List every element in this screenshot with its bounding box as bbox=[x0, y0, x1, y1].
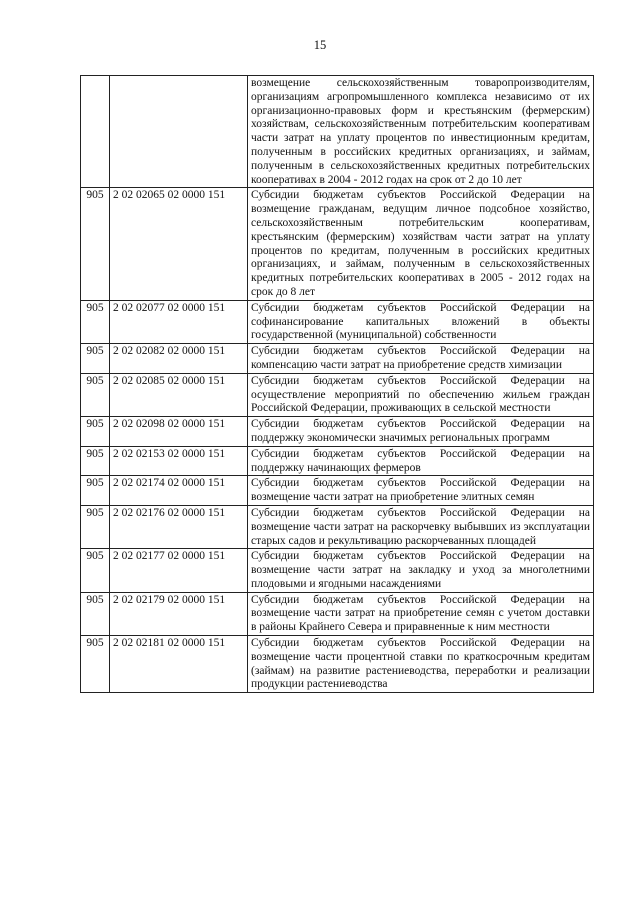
page-number: 15 bbox=[313, 38, 327, 52]
description-cell: Субсидии бюджетам субъектов Российской Федерации на возмещение части затрат на закладку и уход за многолетними плодовыми и ягодными насаждениями bbox=[248, 549, 594, 592]
admin-code-cell: 905 bbox=[81, 476, 110, 506]
table-row bbox=[81, 476, 594, 506]
table-row bbox=[81, 592, 594, 635]
admin-code-cell: 905 bbox=[81, 344, 110, 374]
description-cell: Субсидии бюджетам субъектов Российской Федерации на поддержку экономически значимых региональных программ bbox=[248, 417, 594, 447]
table-row bbox=[81, 76, 594, 188]
kbk-code-cell bbox=[110, 76, 248, 188]
table-row bbox=[81, 446, 594, 476]
table-row bbox=[81, 549, 594, 592]
kbk-code-cell: 2 02 02176 02 0000 151 bbox=[110, 505, 248, 548]
admin-code-cell: 905 bbox=[81, 446, 110, 476]
description-cell: Субсидии бюджетам субъектов Российской Федерации на возмещение части затрат на раскорчевку выбывших из эксплуатации старых садов и рекультивацию раскорчеванных площадей bbox=[248, 505, 594, 548]
description-cell: Субсидии бюджетам субъектов Российской Федерации на возмещение части затрат на приобретение семян с учетом доставки в районы Крайнего Севера и приравненные к ним местности bbox=[248, 592, 594, 635]
admin-code-cell: 905 bbox=[81, 592, 110, 635]
kbk-code-cell: 2 02 02065 02 0000 151 bbox=[110, 188, 248, 300]
description-cell: Субсидии бюджетам субъектов Российской Федерации на поддержку начинающих фермеров bbox=[248, 446, 594, 476]
description-cell: Субсидии бюджетам субъектов Российской Федерации на компенсацию части затрат на приобретение средств химизации bbox=[248, 344, 594, 374]
table-row bbox=[81, 417, 594, 447]
kbk-code-cell: 2 02 02181 02 0000 151 bbox=[110, 636, 248, 693]
description-cell: Субсидии бюджетам субъектов Российской Федерации на осуществление мероприятий по обеспечению жильем граждан Российской Федерации, проживающих в сельской местности bbox=[248, 373, 594, 416]
table-row bbox=[81, 505, 594, 548]
kbk-code-cell: 2 02 02085 02 0000 151 bbox=[110, 373, 248, 416]
description-cell: Субсидии бюджетам субъектов Российской Федерации на возмещение гражданам, ведущим личное подсобное хозяйство, сельскохозяйственным потребительским кооперативам, крестьянским (фермерским) хозяйствам части затрат на уплату процентов по кредитам, полученным в российских кредитных организациях, и займам, полученным в сельскохозяйственных кредитных потребительских кооперативах в 2005 - 2012 годах на срок до 8 лет bbox=[248, 188, 594, 300]
admin-code-cell: 905 bbox=[81, 417, 110, 447]
admin-code-cell: 905 bbox=[81, 636, 110, 693]
admin-code-cell: 905 bbox=[81, 300, 110, 343]
admin-code-cell: 905 bbox=[81, 188, 110, 300]
description-cell: Субсидии бюджетам субъектов Российской Федерации на возмещение части затрат на приобретение элитных семян bbox=[248, 476, 594, 506]
kbk-code-cell: 2 02 02077 02 0000 151 bbox=[110, 300, 248, 343]
kbk-code-cell: 2 02 02177 02 0000 151 bbox=[110, 549, 248, 592]
table-row bbox=[81, 636, 594, 693]
kbk-code-cell: 2 02 02082 02 0000 151 bbox=[110, 344, 248, 374]
table-row bbox=[81, 188, 594, 300]
admin-code-cell bbox=[81, 76, 110, 188]
admin-code-cell: 905 bbox=[81, 505, 110, 548]
budget-classification-table bbox=[80, 75, 594, 693]
admin-code-cell: 905 bbox=[81, 549, 110, 592]
kbk-code-cell: 2 02 02153 02 0000 151 bbox=[110, 446, 248, 476]
kbk-code-cell: 2 02 02174 02 0000 151 bbox=[110, 476, 248, 506]
kbk-code-cell: 2 02 02179 02 0000 151 bbox=[110, 592, 248, 635]
description-cell: Субсидии бюджетам субъектов Российской Федерации на возмещение части процентной ставки по краткосрочным кредитам (займам) на развитие растениеводства, переработки и реализации продукции растениеводства bbox=[248, 636, 594, 693]
description-cell: возмещение сельскохозяйственным товаропроизводителям, организациям агропромышленного комплекса независимо от их организационно-правовых форм и крестьянским (фермерским) хозяйствам, сельскохозяйственным потребительским кооперативам части затрат на уплату процентов по инвестиционным кредитам, полученным в российских кредитных организациях, и займам, полученным в сельскохозяйственных кредитных потребительских кооперативах в 2004 - 2012 годах на срок от 2 до 10 лет bbox=[248, 76, 594, 188]
table-row bbox=[81, 300, 594, 343]
table-row bbox=[81, 373, 594, 416]
table-row bbox=[81, 344, 594, 374]
admin-code-cell: 905 bbox=[81, 373, 110, 416]
kbk-code-cell: 2 02 02098 02 0000 151 bbox=[110, 417, 248, 447]
description-cell: Субсидии бюджетам субъектов Российской Федерации на софинансирование капитальных вложений в объекты государственной (муниципальной) собственности bbox=[248, 300, 594, 343]
